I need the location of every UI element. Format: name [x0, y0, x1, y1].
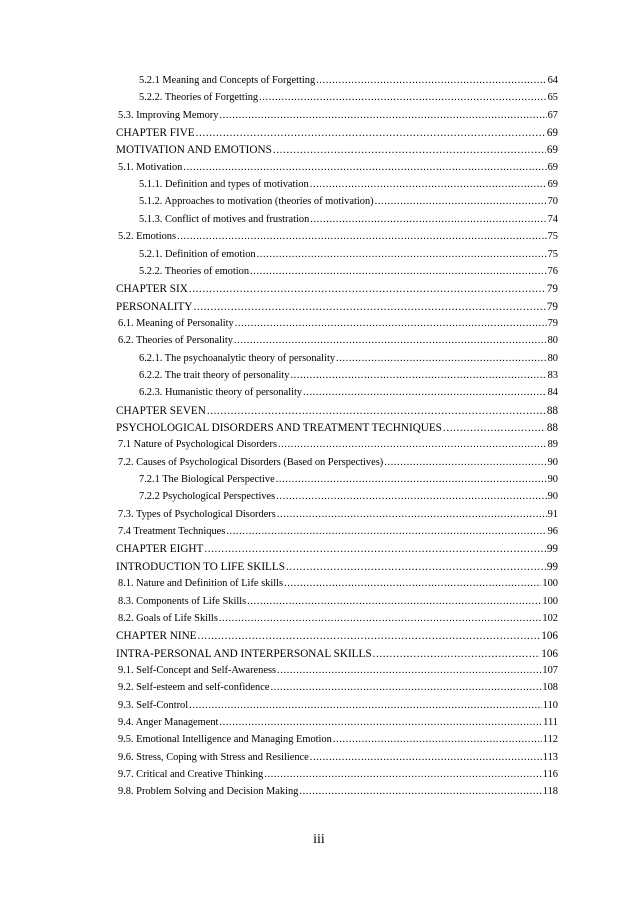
- toc-entry-title: 9.7. Critical and Creative Thinking: [118, 769, 264, 780]
- dot-leader: [226, 523, 546, 541]
- toc-entry-title: CHAPTER NINE: [116, 630, 197, 643]
- toc-entry[interactable]: [139, 350, 558, 368]
- toc-heading-entry[interactable]: [116, 540, 558, 558]
- toc-entry-title: 9.2. Self-esteem and self-confidence: [118, 682, 270, 694]
- toc-entry-title: 7.2.2 Psychological Perspectives: [139, 491, 276, 503]
- dot-leader: [333, 731, 542, 749]
- toc-entry-page: 69: [547, 179, 558, 191]
- dot-leader: [336, 350, 547, 368]
- toc-entry-title: 5.2.2. Theories of Forgetting: [139, 92, 259, 104]
- toc-entry-title: 6.2.1. The psychoanalytic theory of personality: [139, 352, 336, 364]
- toc-entry-title: 7.4 Treatment Techniques: [118, 526, 226, 538]
- toc-entry-title: 6.2. Theories of Personality: [118, 335, 233, 347]
- toc-entry-title: 6.1. Meaning of Personality: [118, 317, 234, 329]
- dot-leader: [278, 436, 547, 454]
- toc-heading-entry[interactable]: [116, 141, 558, 159]
- toc-entry-title: 9.3. Self-Control: [118, 699, 189, 711]
- toc-entry-page: 108: [542, 682, 558, 694]
- toc-entry-title: INTRODUCTION TO LIFE SKILLS: [116, 560, 285, 573]
- dot-leader: [204, 540, 545, 558]
- toc-entry[interactable]: [139, 263, 558, 281]
- dot-leader: [235, 315, 547, 333]
- toc-entry-page: 80: [547, 335, 558, 347]
- toc-entry-title: 8.2. Goals of Life Skills: [118, 612, 218, 624]
- dot-leader: [299, 783, 541, 801]
- toc-entry-page: 83: [547, 369, 558, 381]
- toc-entry-page: 90: [547, 491, 558, 503]
- toc-entry-page: 76: [547, 265, 558, 277]
- page-number: iii: [313, 832, 325, 847]
- dot-leader: [219, 107, 546, 125]
- toc-entry-page: 113: [542, 751, 558, 763]
- toc-entry-page: 69: [546, 127, 558, 140]
- toc-entry-page: 84: [547, 387, 558, 399]
- toc-entry[interactable]: [118, 228, 558, 246]
- toc-entry-title: 8.1. Nature and Definition of Life skills: [118, 578, 284, 590]
- toc-heading-entry[interactable]: [116, 419, 558, 437]
- toc-entry-page: 88: [546, 422, 558, 434]
- toc-entry-title: MOTIVATION AND EMOTIONS: [116, 144, 272, 157]
- toc-entry-title: 9.5. Emotional Intelligence and Managing Emotion: [118, 734, 332, 746]
- toc-entry[interactable]: [118, 697, 558, 715]
- dot-leader: [384, 454, 546, 472]
- toc-entry-page: 106: [541, 630, 558, 643]
- toc-entry[interactable]: [139, 471, 558, 489]
- dot-leader: [273, 141, 546, 159]
- toc-entry-page: 96: [547, 526, 558, 538]
- dot-leader: [373, 645, 541, 663]
- toc-entry[interactable]: [139, 488, 558, 506]
- toc-entry-page: 69: [547, 161, 558, 173]
- toc-heading-entry[interactable]: [116, 124, 558, 142]
- dot-leader: [259, 89, 547, 107]
- toc-entry[interactable]: [118, 454, 558, 472]
- toc-entry-page: 75: [547, 248, 558, 260]
- toc-entry-page: 99: [546, 560, 558, 573]
- toc-entry[interactable]: [139, 246, 558, 264]
- toc-entry[interactable]: [118, 332, 558, 350]
- dot-leader: [290, 367, 546, 385]
- dot-leader: [257, 246, 547, 264]
- dot-leader: [189, 697, 542, 715]
- toc-entry-page: 74: [547, 213, 558, 225]
- toc-entry-page: 79: [546, 283, 558, 296]
- dot-leader: [277, 506, 547, 524]
- toc-entry-title: 9.1. Self-Concept and Self-Awareness: [118, 664, 277, 676]
- toc-entry-page: 75: [547, 231, 558, 243]
- toc-entry-title: CHAPTER FIVE: [116, 127, 195, 140]
- toc-entry-title: CHAPTER SIX: [116, 283, 188, 296]
- toc-entry[interactable]: [118, 679, 558, 697]
- toc-entry-page: 112: [542, 734, 558, 746]
- toc-entry-title: 5.3. Improving Memory: [118, 109, 219, 121]
- dot-leader: [189, 280, 546, 298]
- toc-entry-title: 9.8. Problem Solving and Decision Making: [118, 786, 299, 798]
- toc-entry[interactable]: [118, 749, 558, 767]
- toc-entry-page: 99: [546, 543, 558, 556]
- toc-entry[interactable]: [139, 176, 558, 194]
- toc-entry-title: 5.2. Emotions: [118, 231, 177, 243]
- toc-entry[interactable]: [118, 731, 558, 749]
- toc-entry-page: 110: [542, 699, 558, 711]
- dot-leader: [310, 749, 542, 767]
- dot-leader: [219, 610, 542, 628]
- dot-leader: [183, 159, 546, 177]
- toc-entry-page: 89: [547, 439, 558, 451]
- toc-entry[interactable]: [139, 211, 558, 229]
- dot-leader: [375, 193, 547, 211]
- dot-leader: [310, 211, 546, 229]
- toc-entry-page: 90: [547, 456, 558, 468]
- toc-entry-title: 6.2.2. The trait theory of personality: [139, 369, 290, 381]
- toc-entry-title: 5.2.1. Definition of emotion: [139, 248, 256, 260]
- toc-entry-page: 111: [543, 716, 558, 728]
- toc-heading-entry[interactable]: [116, 627, 558, 645]
- toc-entry-title: 7.2. Causes of Psychological Disorders (Based on Perspectives): [118, 456, 384, 468]
- toc-entry-page: 100: [542, 578, 558, 590]
- toc-entry-page: 70: [547, 196, 558, 208]
- toc-entry-title: 8.3. Components of Life Skills: [118, 595, 247, 607]
- dot-leader: [196, 124, 546, 142]
- toc-heading-entry[interactable]: [116, 558, 558, 576]
- toc-entry-page: 65: [547, 92, 558, 104]
- toc-entry-title: 5.1.1. Definition and types of motivation: [139, 179, 309, 191]
- toc-entry-page: 107: [542, 664, 558, 676]
- toc-entry-page: 106: [541, 647, 558, 660]
- toc-entry-title: 6.2.3. Humanistic theory of personality: [139, 387, 303, 399]
- toc-entry-page: 88: [546, 404, 558, 417]
- toc-entry-page: 69: [546, 144, 558, 157]
- dot-leader: [284, 575, 541, 593]
- toc-entry[interactable]: [118, 159, 558, 177]
- toc-heading-entry[interactable]: [116, 298, 558, 316]
- toc-entry[interactable]: [118, 610, 558, 628]
- toc-entry[interactable]: [118, 593, 558, 611]
- toc-entry[interactable]: [139, 367, 558, 385]
- toc-entry-page: 67: [547, 109, 558, 121]
- dot-leader: [310, 176, 547, 194]
- dot-leader: [303, 384, 547, 402]
- dot-leader: [250, 263, 547, 281]
- toc-entry[interactable]: [118, 436, 558, 454]
- dot-leader: [177, 228, 547, 246]
- toc-entry-title: 7.1 Nature of Psychological Disorders: [118, 439, 278, 451]
- toc-entry-title: INTRA-PERSONAL AND INTERPERSONAL SKILLS: [116, 647, 372, 660]
- toc-entry-page: 91: [547, 508, 558, 520]
- toc-entry-page: 90: [547, 474, 558, 486]
- toc-entry-title: CHAPTER SEVEN: [116, 404, 206, 417]
- toc-entry[interactable]: [139, 89, 558, 107]
- dot-leader: [316, 72, 546, 90]
- toc-entry-page: 79: [547, 317, 558, 329]
- toc-entry-title: 5.1. Motivation: [118, 161, 183, 173]
- toc-entry-title: 5.1.2. Approaches to motivation (theories of motivation): [139, 196, 374, 208]
- toc-entry-page: 116: [542, 769, 558, 780]
- toc-heading-entry[interactable]: [116, 645, 558, 663]
- toc-entry[interactable]: [118, 315, 558, 333]
- toc-entry[interactable]: [118, 662, 558, 680]
- toc-entry-title: PERSONALITY: [116, 300, 193, 313]
- toc-entry-page: 80: [547, 352, 558, 364]
- toc-entry[interactable]: [118, 506, 558, 524]
- toc-entry-page: 64: [547, 75, 558, 86]
- dot-leader: [219, 714, 542, 732]
- dot-leader: [193, 298, 545, 316]
- toc-entry[interactable]: [139, 72, 558, 90]
- toc-entry[interactable]: [139, 384, 558, 402]
- dot-leader: [276, 471, 547, 489]
- toc-entry-page: 102: [542, 612, 558, 624]
- dot-leader: [277, 662, 541, 680]
- dot-leader: [198, 627, 541, 645]
- toc-entry-page: 79: [546, 300, 558, 313]
- toc-entry[interactable]: [118, 783, 558, 801]
- dot-leader: [276, 488, 546, 506]
- toc-entry-title: CHAPTER EIGHT: [116, 543, 204, 556]
- toc-entry-page: 100: [542, 595, 558, 607]
- toc-heading-entry[interactable]: [116, 402, 558, 420]
- toc-entry[interactable]: [118, 714, 558, 732]
- toc-entry[interactable]: [139, 193, 558, 211]
- toc-entry[interactable]: [118, 107, 558, 125]
- toc-entry-title: 5.2.2. Theories of emotion: [139, 265, 250, 277]
- dot-leader: [264, 766, 542, 784]
- dot-leader: [247, 593, 541, 611]
- toc-entry-title: 7.2.1 The Biological Perspective: [139, 474, 275, 486]
- toc-entry-title: 5.2.1 Meaning and Concepts of Forgetting: [139, 75, 316, 86]
- toc-entry[interactable]: [118, 523, 558, 541]
- toc-entry[interactable]: [118, 766, 558, 784]
- toc-entry-title: PSYCHOLOGICAL DISORDERS AND TREATMENT TECHNIQUES: [116, 422, 442, 434]
- dot-leader: [234, 332, 547, 350]
- toc-entry-page: 118: [542, 786, 558, 798]
- dot-leader: [443, 419, 546, 437]
- toc-entry-title: 9.4. Anger Management: [118, 716, 219, 728]
- dot-leader: [207, 402, 546, 420]
- toc-entry-title: 9.6. Stress, Coping with Stress and Resilience: [118, 751, 309, 763]
- toc-entry[interactable]: [118, 575, 558, 593]
- dot-leader: [270, 679, 541, 697]
- toc-entry-title: 7.3. Types of Psychological Disorders: [118, 508, 276, 520]
- toc-heading-entry[interactable]: [116, 280, 558, 298]
- dot-leader: [286, 558, 546, 576]
- toc-entry-title: 5.1.3. Conflict of motives and frustration: [139, 213, 310, 225]
